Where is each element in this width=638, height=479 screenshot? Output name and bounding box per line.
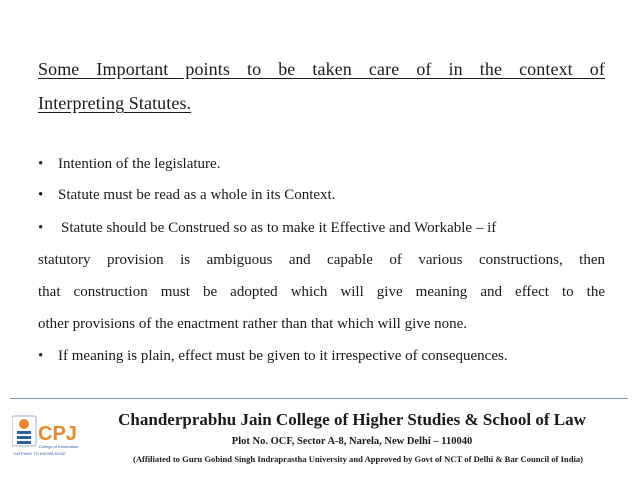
logo-text: CPJ: [38, 423, 77, 445]
point-continuation: other provisions of the enactment rather than that which will give none.: [38, 316, 468, 332]
footer-divider: [10, 398, 628, 399]
point-text: If meaning is plain, effect must be given to it irrespective of consequences.: [58, 348, 508, 364]
slide-heading: [38, 52, 605, 120]
heading-line-1: Some Important points to be taken care of in the context of: [38, 59, 605, 79]
logo-subtext: College of Information: [39, 444, 79, 449]
bullet-icon: •: [38, 156, 44, 172]
bullet-icon: •: [38, 187, 44, 203]
list-item: [38, 344, 605, 368]
point-continuation: statutory provision is ambiguous and capable of various constructions, then: [38, 252, 605, 268]
point-text: Statute must be read as a whole in its Context.: [58, 187, 336, 203]
point-text: Intention of the legislature.: [58, 156, 221, 172]
logo-tagline: GATEWAY TO KNOWLEDGE: [13, 451, 66, 456]
point-text: Statute should be Construed so as to make it Effective and Workable – if: [61, 220, 497, 236]
college-logo-icon: [12, 410, 82, 458]
heading-line-2: Interpreting Statutes.: [38, 93, 192, 113]
point-continuation: that construction must be adopted which will give meaning and effect to the: [38, 284, 605, 300]
college-address: Plot No. OCF, Sector A-8, Narela, New Delhi – 110040: [231, 436, 473, 447]
college-name: Chanderprabhu Jain College of Higher Studies & School of Law: [118, 410, 586, 429]
list-item: [38, 216, 605, 240]
list-item: [38, 183, 605, 207]
list-item: [38, 152, 605, 176]
bullet-icon: •: [38, 220, 44, 236]
college-affiliation: (Affiliated to Guru Gobind Singh Indraprastha University and Approved by Govt of NCT of Delhi & Bar Council of India): [132, 454, 584, 464]
bullet-icon: •: [38, 348, 44, 364]
